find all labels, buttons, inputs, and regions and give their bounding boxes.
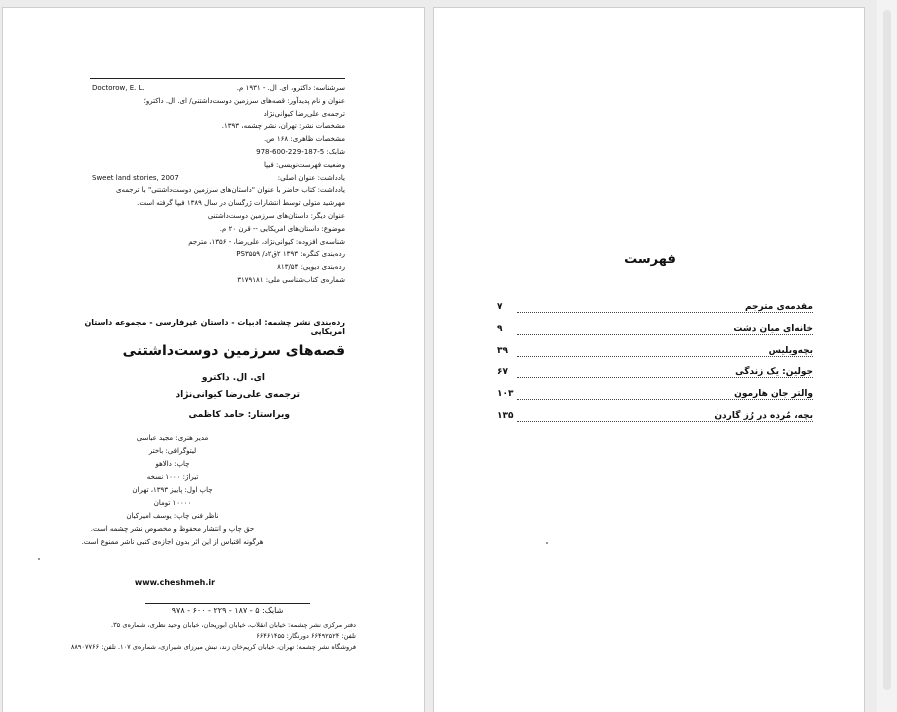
- catalog-row: [90, 236, 345, 249]
- catalog-row: [90, 146, 345, 159]
- catalog-field: وضعیت فهرست‌نویسی: فیپا: [264, 160, 345, 169]
- toc-leader-dots: [517, 334, 813, 335]
- toc-leader-dots: [517, 399, 813, 400]
- credit-line: تیراژ: ۱۰۰۰ نسخه: [146, 473, 199, 481]
- address-line: دفتر مرکزی نشر چشمه: خیابان انقلاب، خیابان ابوریحان، خیابان وحید نظری، شماره‌ی ۳۵.: [111, 621, 356, 629]
- toc-item: [497, 344, 813, 366]
- credit-line: ۱۰۰۰۰ تومان: [153, 499, 192, 507]
- toc-item: [497, 365, 813, 387]
- catalog-field: یادداشت: کتاب حاضر با عنوان "داستان‌های سرزمین دوست‌داشتنی" با ترجمه‌ی: [116, 186, 345, 195]
- toc-item-title: بچه‌ویلیس: [768, 345, 813, 356]
- book-editor: ویراستار: حامد کاظمی: [188, 410, 290, 420]
- catalog-record: [90, 78, 345, 287]
- toc-item: [497, 322, 813, 344]
- publisher-website: www.cheshmeh.ir: [134, 578, 216, 587]
- table-of-contents: [497, 300, 813, 431]
- catalog-row: [90, 184, 345, 197]
- toc-item-title: مقدمه‌ی مترجم: [744, 302, 813, 312]
- toc-item: [497, 387, 813, 409]
- toc-leader-dots: [517, 421, 813, 422]
- catalog-row: [90, 82, 345, 95]
- publisher-classification: رده‌بندی نشر چشمه: ادبیات - داستان غیرفارسی - مجموعه داستان امریکایی: [84, 318, 345, 336]
- toc-item-title: جولین: یک زندگی: [735, 367, 813, 378]
- credit-line: چاپ اول: پاییز ۱۳۹۳، تهران: [132, 486, 213, 494]
- catalog-latin-value: Sweet land stories, 2007: [92, 173, 179, 182]
- catalog-row: [90, 223, 345, 236]
- catalog-row: [90, 274, 345, 287]
- catalog-row: [90, 261, 345, 274]
- isbn-footer: شابک: ۵ - ۱۸۷ - ۲۲۹ - ۶۰۰ - ۹۷۸: [145, 603, 310, 615]
- catalog-field: شابک: 5-187-229-600-978: [256, 147, 345, 156]
- toc-item-page: ۳۹: [497, 346, 511, 356]
- toc-leader-dots: [517, 356, 813, 357]
- toc-item-page: ۶۷: [497, 367, 511, 377]
- address-line: تلفن: ۶۶۴۹۲۵۲۴ دورنگار: ۶۶۴۶۱۴۵۵: [256, 632, 356, 640]
- credit-line: ناظر فنی چاپ: یوسف امیرکیان: [126, 512, 219, 520]
- toc-item-page: ۱۳۵: [497, 411, 516, 421]
- catalog-row: [90, 210, 345, 223]
- credit-line: حق چاپ و انتشار محفوظ و مخصوص نشر چشمه است.: [90, 525, 255, 533]
- catalog-row: [90, 133, 345, 146]
- catalog-row: [90, 95, 345, 108]
- book-author: ای. ال. داکترو: [201, 373, 265, 383]
- scan-speck: [546, 542, 548, 544]
- catalog-row: [90, 159, 345, 172]
- catalog-row: [90, 248, 345, 261]
- publication-credits: [60, 432, 345, 549]
- credit-line: مدیر هنری: مجید عباسی: [136, 434, 209, 442]
- catalog-field: رده‌بندی دیویی: ۸۱۳/۵۴: [277, 263, 345, 272]
- toc-heading: فهرست: [624, 252, 676, 267]
- toc-item-page: ۷: [497, 302, 506, 312]
- catalog-field: یادداشت: عنوان اصلی:: [277, 173, 345, 182]
- toc-item-page: ۹: [497, 324, 506, 334]
- catalog-field: رده‌بندی کنگره: ۱۳۹۳ ۲ق۲د/ PS۳۵۵۹: [236, 250, 345, 259]
- catalog-field: مهرشید متولی توسط انتشارات ژرگسان در سال ۱۳۸۹ فیپا گرفته است.: [137, 199, 345, 208]
- catalog-field: مشخصات نشر: تهران، نشر چشمه، ۱۳۹۳.: [221, 122, 345, 131]
- catalog-field: شناسه‌ی افزوده: کیوانی‌نژاد، علی‌رضا، - ۱۳۵۶، مترجم: [188, 237, 345, 246]
- credit-line: هرگونه اقتباس از این اثر بدون اجازه‌ی کتبی ناشر ممنوع است.: [81, 538, 264, 546]
- catalog-field: ترجمه‌ی علی‌رضا کیوانی‌نژاد: [263, 109, 345, 118]
- credit-line: لیتوگرافی: باختر: [148, 447, 197, 455]
- catalog-row: [90, 120, 345, 133]
- toc-item: [497, 300, 813, 322]
- toc-item-page: ۱۰۳: [497, 389, 516, 399]
- toc-item-title: والتر جان هارمون: [734, 389, 813, 400]
- catalog-row: [90, 172, 345, 185]
- toc-item-title: بچه، مُرده در رُز گاردن: [714, 410, 813, 421]
- catalog-field: سرشناسه: داکترو، ای. ال. - ۱۹۳۱ م.: [236, 84, 345, 92]
- catalog-field: عنوان دیگر: داستان‌های سرزمین دوست‌داشتنی: [207, 211, 345, 220]
- catalog-field: شماره‌ی کتاب‌شناسی ملی: ۳۱۷۹۱۸۱: [237, 275, 345, 284]
- vertical-scrollbar[interactable]: [877, 0, 897, 712]
- book-translator: ترجمه‌ی علی‌رضا کیوانی‌نژاد: [175, 390, 300, 400]
- publisher-address: [70, 620, 356, 653]
- catalog-field: مشخصات ظاهری: ۱۶۸ ص.: [263, 135, 345, 144]
- scrollbar-thumb[interactable]: [883, 10, 891, 690]
- catalog-field: موضوع: داستان‌های امریکایی -- قرن ۲۰ م.: [219, 224, 345, 233]
- toc-item-title: خانه‌ای میان دشت: [733, 323, 813, 334]
- catalog-row: [90, 108, 345, 121]
- scan-speck: [38, 558, 40, 560]
- catalog-latin-value: Doctorow, E. L.: [92, 84, 145, 92]
- credit-line: چاپ: دالاهو: [155, 460, 190, 468]
- catalog-row: [90, 197, 345, 210]
- address-line: فروشگاه نشر چشمه: تهران، خیابان کریم‌خان زند، نبش میرزای شیرازی، شماره‌ی ۱۰۷. تلفن: ۸۸۹۰۷۷۶۶: [70, 643, 356, 651]
- toc-leader-dots: [517, 377, 813, 378]
- book-title: قصه‌های سرزمین دوست‌داشتنی: [122, 343, 345, 359]
- toc-item: [497, 409, 813, 431]
- catalog-field: عنوان و نام پدیدآور: قصه‌های سرزمین دوست‌داشتنی/ ای. ال. داکترو؛: [143, 96, 345, 105]
- toc-leader-dots: [517, 312, 813, 313]
